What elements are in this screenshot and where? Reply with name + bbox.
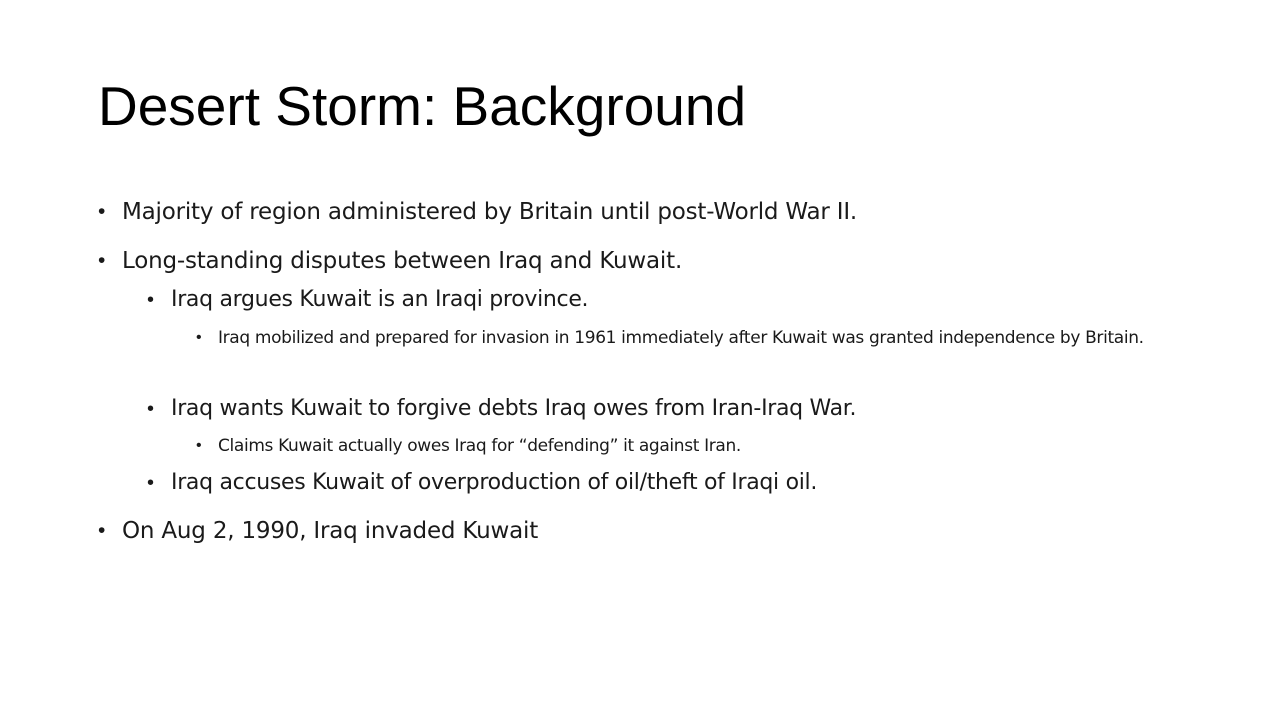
bullet-item xyxy=(98,196,1222,228)
sub-bullet-item xyxy=(147,468,1171,498)
bullet-text: On Aug 2, 1990, Iraq invaded Kuwait xyxy=(122,518,539,544)
bullet-dot-icon: • xyxy=(147,289,154,311)
bullet-dot-icon: • xyxy=(147,398,154,420)
sub-sub-bullet-item xyxy=(196,324,1178,352)
slide-title: Desert Storm: Background xyxy=(98,75,747,137)
bullet-dot-icon: • xyxy=(147,472,154,494)
bullet-dot-icon: • xyxy=(98,519,106,542)
bullet-dot-icon: • xyxy=(196,329,202,346)
sub-sub-bullet-item xyxy=(196,432,1178,460)
bullet-dot-icon: • xyxy=(98,249,106,272)
bullet-dot-icon: • xyxy=(98,200,106,223)
bullet-text: Iraq accuses Kuwait of overproduction of oil/theft of Iraqi oil. xyxy=(171,470,818,495)
bullet-text: Iraq argues Kuwait is an Iraqi province. xyxy=(171,287,589,312)
bullet-item xyxy=(98,245,1222,277)
bullet-text: Claims Kuwait actually owes Iraq for “defending” it against Iran. xyxy=(218,436,741,456)
bullet-text: Iraq wants Kuwait to forgive debts Iraq owes from Iran-Iraq War. xyxy=(171,396,857,421)
bullet-text: Long-standing disputes between Iraq and Kuwait. xyxy=(122,248,683,274)
sub-bullet-item xyxy=(147,394,1171,424)
bullet-text: Iraq mobilized and prepared for invasion in 1961 immediately after Kuwait was granted independence by Britain. xyxy=(218,328,1144,348)
bullet-text: Majority of region administered by Britain until post-World War II. xyxy=(122,199,858,225)
bullet-dot-icon: • xyxy=(196,437,202,454)
bullet-item xyxy=(98,515,1222,547)
sub-bullet-item xyxy=(147,285,1171,315)
